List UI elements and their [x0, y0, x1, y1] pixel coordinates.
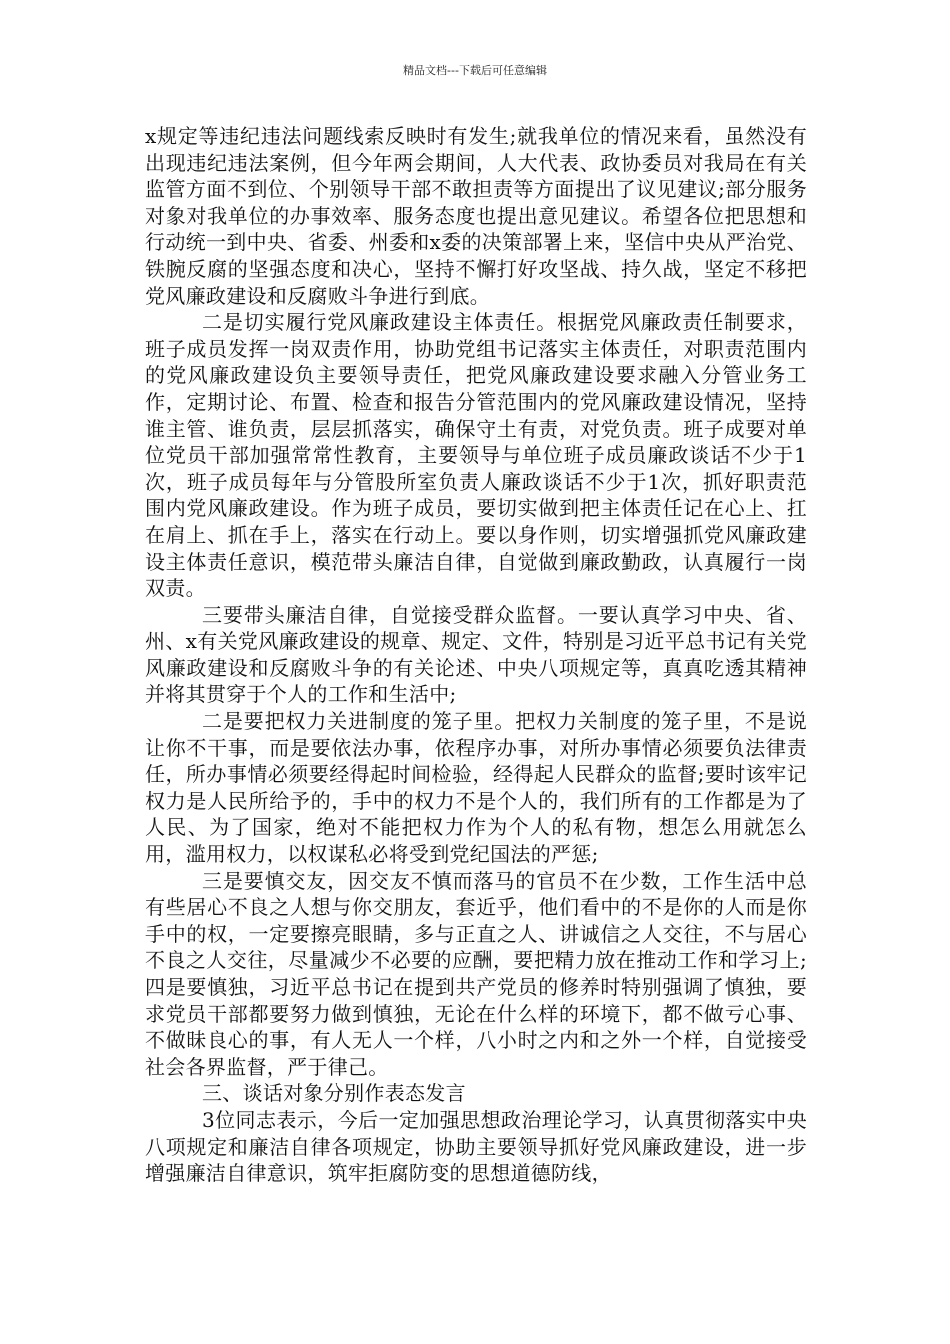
paragraph-6: 3位同志表示，今后一定加强思想政治理论学习，认真贯彻落实中央八项规定和廉洁自律各项规定，协助主要领导抓好党风廉政建设，进一步增强廉洁自律意识，筑牢拒腐防变的思想道德防线， [145, 1107, 807, 1186]
page-header: 精品文档---下载后可任意编辑 [403, 64, 547, 77]
paragraph-5: 三是要慎交友，因交友不慎而落马的官员不在少数，工作生活中总有些居心不良之人想与你交朋友，套近乎，他们看中的不是你的人而是你手中的权，一定要擦亮眼睛，多与正直之人、讲诚信之人交往，不与居心不良之人交往，尽量减少不必要的应酬，要把精力放在推动工作和学习上;四是要慎独，习近平总书记在提到共产党员的修养时特别强调了慎独，要求党员干部都要努力做到慎独，无论在什么样的环境下，都不做亏心事、不做昧良心的事，有人无人一个样，八小时之内和之外一个样，自觉接受社会各界监督，严于律己。 [145, 868, 807, 1079]
paragraph-1: x规定等违纪违法问题线索反映时有发生;就我单位的情况来看，虽然没有出现违纪违法案例，但今年两会期间，人大代表、政协委员对我局在有关监管方面不到位、个别领导干部不敢担责等方面提出了议见建议;部分服务对象对我单位的办事效率、服务态度也提出意见建议。希望各位把思想和行动统一到中央、省委、州委和x委的决策部署上来，坚信中央从严治党、铁腕反腐的坚强态度和决心，坚持不懈打好攻坚战、持久战，坚定不移把党风廉政建设和反腐败斗争进行到底。 [145, 124, 807, 308]
paragraph-3: 三要带头廉洁自律，自觉接受群众监督。一要认真学习中央、省、州、x有关党风廉政建设的规章、规定、文件，特别是习近平总书记有关党风廉政建设和反腐败斗争的有关论述、中央八项规定等，真真吃透其精神并将其贯穿于个人的工作和生活中; [145, 602, 807, 707]
paragraph-4: 二是要把权力关进制度的笼子里。把权力关制度的笼子里，不是说让你不干事，而是要依法办事，依程序办事，对所办事情必须要负法律责任，所办事情必须要经得起时间检验，经得起人民群众的监督;要时该牢记权力是人民所给予的，手中的权力不是个人的，我们所有的工作都是为了人民、为了国家，绝对不能把权力作为个人的私有物，想怎么用就怎么用，滥用权力，以权谋私必将受到党纪国法的严惩; [145, 709, 807, 867]
section-heading: 三、谈话对象分别作表态发言 [202, 1081, 466, 1106]
paragraph-2: 二是切实履行党风廉政建设主体责任。根据党风廉政责任制要求，班子成员发挥一岗双责作用，协助党组书记落实主体责任，对职责范围内的党风廉政建设负主要领导责任，把党风廉政建设要求融入分管业务工作，定期讨论、布置、检查和报告分管范围内的党风廉政建设情况，坚持谁主管、谁负责，层层抓落实，确保守土有责，对党负责。班子成要对单位党员干部加强常常性教育，主要领导与单位班子成员廉政谈话不少于1次，班子成员每年与分管股所室负责人廉政谈话不少于1次，抓好职责范围内党风廉政建设。作为班子成员，要切实做到把主体责任记在心上、扛在肩上、抓在手上，落实在行动上。要以身作则，切实增强抓党风廉政建设主体责任意识，模范带头廉洁自律，自觉做到廉政勤政，认真履行一岗双责。 [145, 310, 807, 601]
document-body [145, 123, 807, 1187]
